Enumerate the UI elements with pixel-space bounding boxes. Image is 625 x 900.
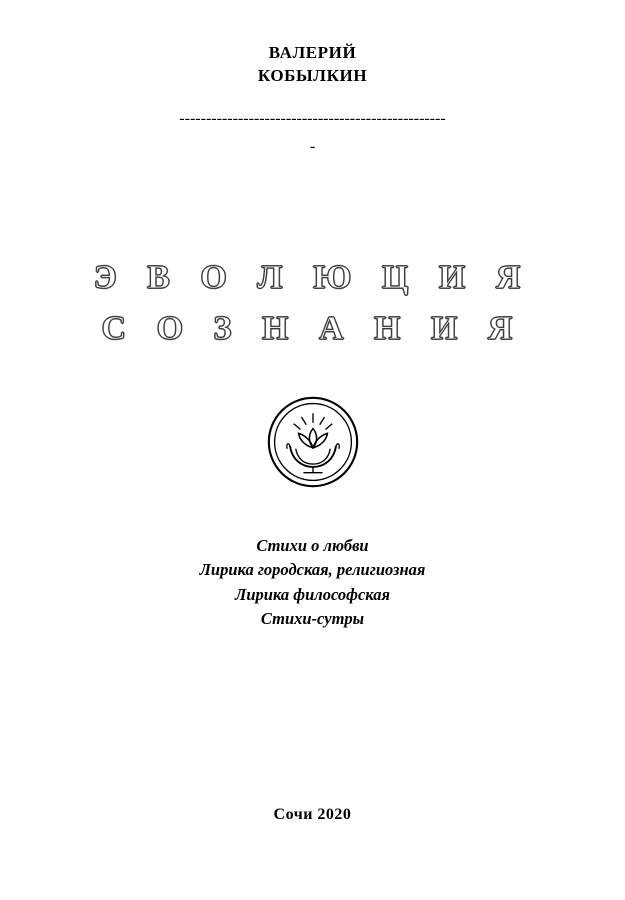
subtitle-item: Стихи-сутры [260, 609, 365, 629]
author-name [0, 42, 625, 88]
subtitle-item: Стихи о любви [256, 535, 369, 555]
subtitle-item: Лирика городская, религиозная [199, 560, 426, 580]
subtitle-list [0, 534, 625, 632]
title-line-2: С О З Н А Н И Я [101, 309, 524, 347]
subtitle-item: Лирика философская [235, 584, 390, 604]
page-title [0, 252, 625, 354]
author-line-1: ВАЛЕРИЙ [268, 43, 357, 62]
lotus-in-hands-emblem [265, 394, 361, 490]
dash-mark: - [309, 137, 316, 155]
author-line-2: КОБЫЛКИН [257, 65, 368, 85]
place-and-year: Сочи 2020 [273, 806, 352, 823]
emblem-container [0, 394, 625, 490]
title-line-1: Э В О Л Ю Ц И Я [93, 258, 532, 296]
divider: -------------------------------------------------- [179, 109, 446, 127]
